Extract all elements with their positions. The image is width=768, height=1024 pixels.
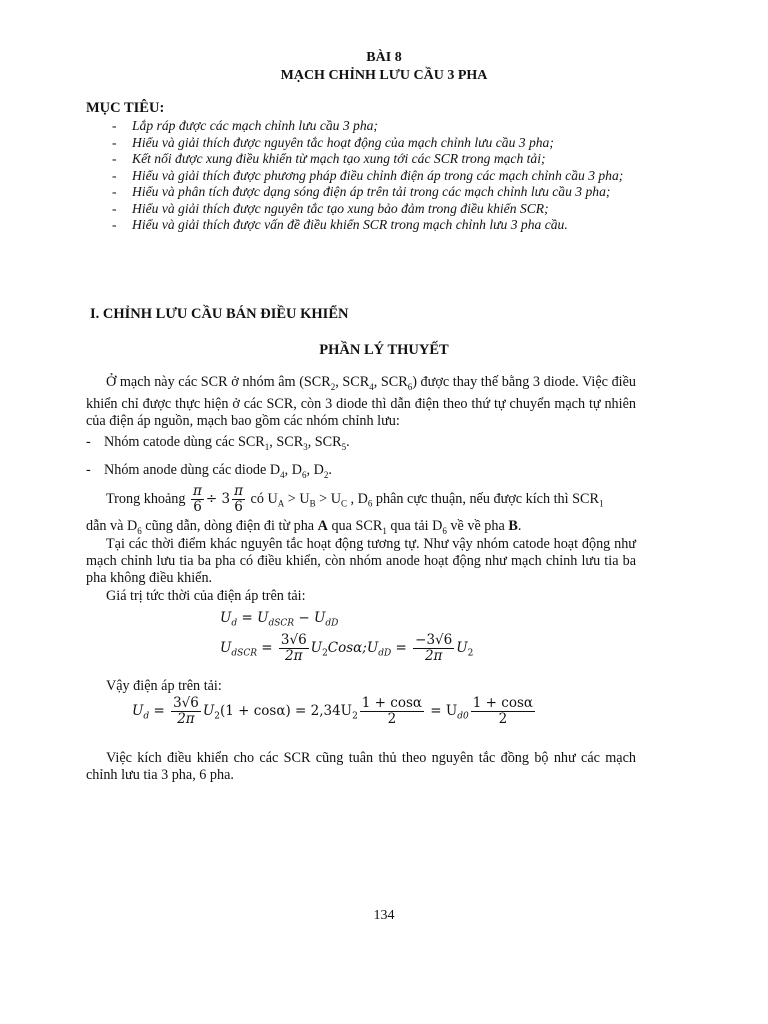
list-item: - Nhóm anode dùng các diode $D_4$, $D_6$, $D_2$. <box>86 462 636 484</box>
group-list <box>86 434 636 484</box>
fraction: $\frac{3√6}{2\pi}$ <box>280 632 307 664</box>
section-subheading: PHẦN LÝ THUYẾT <box>319 342 449 358</box>
paragraph-1: Ở mạch này các SCR ở nhóm âm ($SCR_2$, $SCR_4$, $SCR_6$) được thay thế bằng 3 diode. Việc điều khiển chỉ được thực hiện ở các SCR, còn 3 diode thì dẫn điện theo thứ tự chuyển mạch tự nhiên của điện áp nguồn, mạch bao gồm các nhóm chỉnh lưu: <box>86 374 637 429</box>
equation-2: $U_{dSCR}$ = $\frac{3√6}{2\pi}$ $U_2Cos\alpha;U_{dD}$ = $\frac{-3√6}{2\pi}$ $U_2$ <box>220 632 474 664</box>
objective-item: - Lắp ráp được các mạch chỉnh lưu cầu 3 pha; <box>112 118 637 135</box>
paragraph-5: Vậy điện áp trên tải: <box>106 678 222 694</box>
objective-item: - Hiểu và phân tích được dạng sóng điện áp trên tải trong các mạch chỉnh lưu cầu 3 pha; <box>112 184 637 201</box>
paragraph-2-line-2: dẫn và $D_6$ cũng dẫn, dòng điện đi từ pha A qua $SCR_1$ qua tải $D_6$ về về pha B. <box>86 518 522 536</box>
list-item: - Nhóm catode dùng các $SCR_1$, $SCR_3$, $SCR_5$. <box>86 434 636 456</box>
paragraph-4: Giá trị tức thời của điện áp trên tải: <box>106 588 306 604</box>
objectives-heading: MỤC TIÊU: <box>86 100 165 116</box>
page-title: MẠCH CHỈNH LƯU CẦU 3 PHA <box>280 68 488 83</box>
equation-1: $U_d = U_{dSCR} - U_{dD}$ <box>220 610 339 629</box>
objective-item: - Hiểu và giải thích được phương pháp điều chỉnh điện áp trong các mạch chỉnh cầu 3 pha; <box>112 168 637 185</box>
fraction: $\frac{3√6}{2\pi}$ <box>173 695 199 727</box>
fraction: $\frac{1 + \cos\alpha}{2}$ <box>361 695 423 727</box>
objectives-list <box>112 118 637 234</box>
paragraph-3: Tại các thời điểm khác nguyên tắc hoạt động tương tự. Như vậy nhóm catode hoạt động như mạch chỉnh lưu tia ba pha có điều khiển, còn nhóm anode hoạt động như mạch chỉnh lưu tia ba pha không điều khiển. <box>86 536 636 586</box>
objective-item: - Hiểu và giải thích được nguyên tắc tạo xung bảo đảm trong điều khiển SCR; <box>112 201 637 218</box>
lesson-number: BÀI 8 <box>366 50 402 65</box>
objective-item: - Hiểu và giải thích được nguyên tắc hoạt động của mạch chỉnh lưu cầu 3 pha; <box>112 135 637 152</box>
fraction-pi-6: $\frac{\pi}{6}$ <box>234 483 243 515</box>
objective-item: - Hiểu và giải thích được vấn đề điều khiển SCR trong mạch chỉnh lưu 3 pha cầu. <box>112 217 637 234</box>
equation-3: $U_d$ = $\frac{3√6}{2\pi}$ $U_2(1 + \cos\alpha) = 2,34U_2$ $\frac{1 + \cos\alpha}{2}$ = $U_{d0}$ $\frac{1 + \cos\alpha}{2}$ <box>132 695 534 727</box>
fraction-pi-6: $\frac{\pi}{6}$ <box>193 483 202 515</box>
section-heading: I. CHỈNH LƯU CẦU BÁN ĐIỀU KHIỂN <box>90 306 349 322</box>
page-number: 134 <box>373 908 395 923</box>
paragraph-2-line-1: Trong khoảng $\frac{\pi}{6}$ ÷ 3 $\frac{\pi}{6}$ có $U_A > U_B > U_C$ , $D_6$ phân cực thuận, nếu được kích thì $SCR_1$ <box>106 483 604 515</box>
fraction: $\frac{1 + \cos\alpha}{2}$ <box>472 695 534 727</box>
fraction: $\frac{-3√6}{2\pi}$ <box>415 632 453 664</box>
objective-item: - Kết nối được xung điều khiển từ mạch tạo xung tới các SCR trong mạch tải; <box>112 151 637 168</box>
paragraph-6: Việc kích điều khiển cho các SCR cũng tuân thủ theo nguyên tắc đồng bộ như các mạch chỉnh lưu tia 3 pha, 6 pha. <box>86 750 636 783</box>
